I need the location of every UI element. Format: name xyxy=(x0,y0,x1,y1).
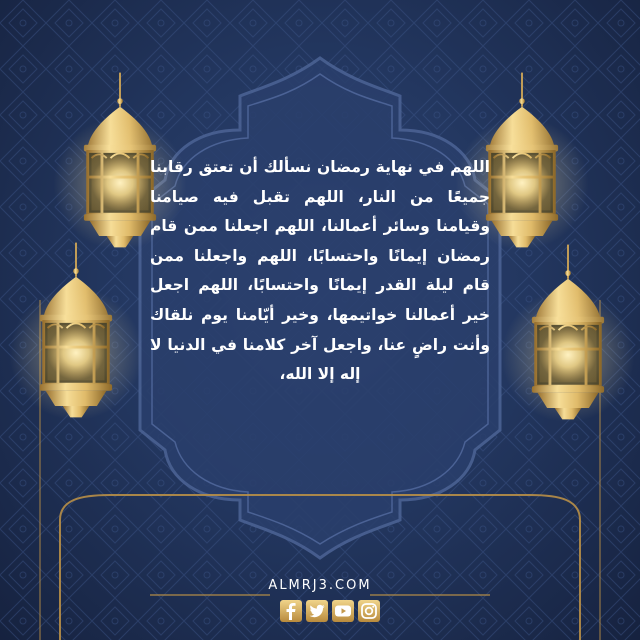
website-name[interactable]: ALMRJ3.COM xyxy=(268,578,372,593)
ramadan-prayer-text: اللهم في نهاية رمضان نسألك أن تعتق رقابنا جميعًا من النار، اللهم تقبل فيه صيامنا وقيامنا وسائر أعمالنا، اللهم اجعلنا ممن قام رمضان إيمانًا واحتسابًا، اللهم واجعلنا ممن قام ليلة القدر إيمانًا واحتسابًا، اللهم اجعل خير أعمالنا خواتيمها، وخير أيّامنا يوم نلقاك وأنت راضٍ عنا، واجعل آخر كلامنا في الدنيا لا إله إلا الله، xyxy=(150,158,490,384)
instagram-icon[interactable] xyxy=(358,600,380,622)
facebook-icon[interactable] xyxy=(280,600,302,622)
social-icons xyxy=(275,600,385,626)
twitter-icon[interactable] xyxy=(306,600,328,622)
youtube-icon[interactable] xyxy=(332,600,354,622)
